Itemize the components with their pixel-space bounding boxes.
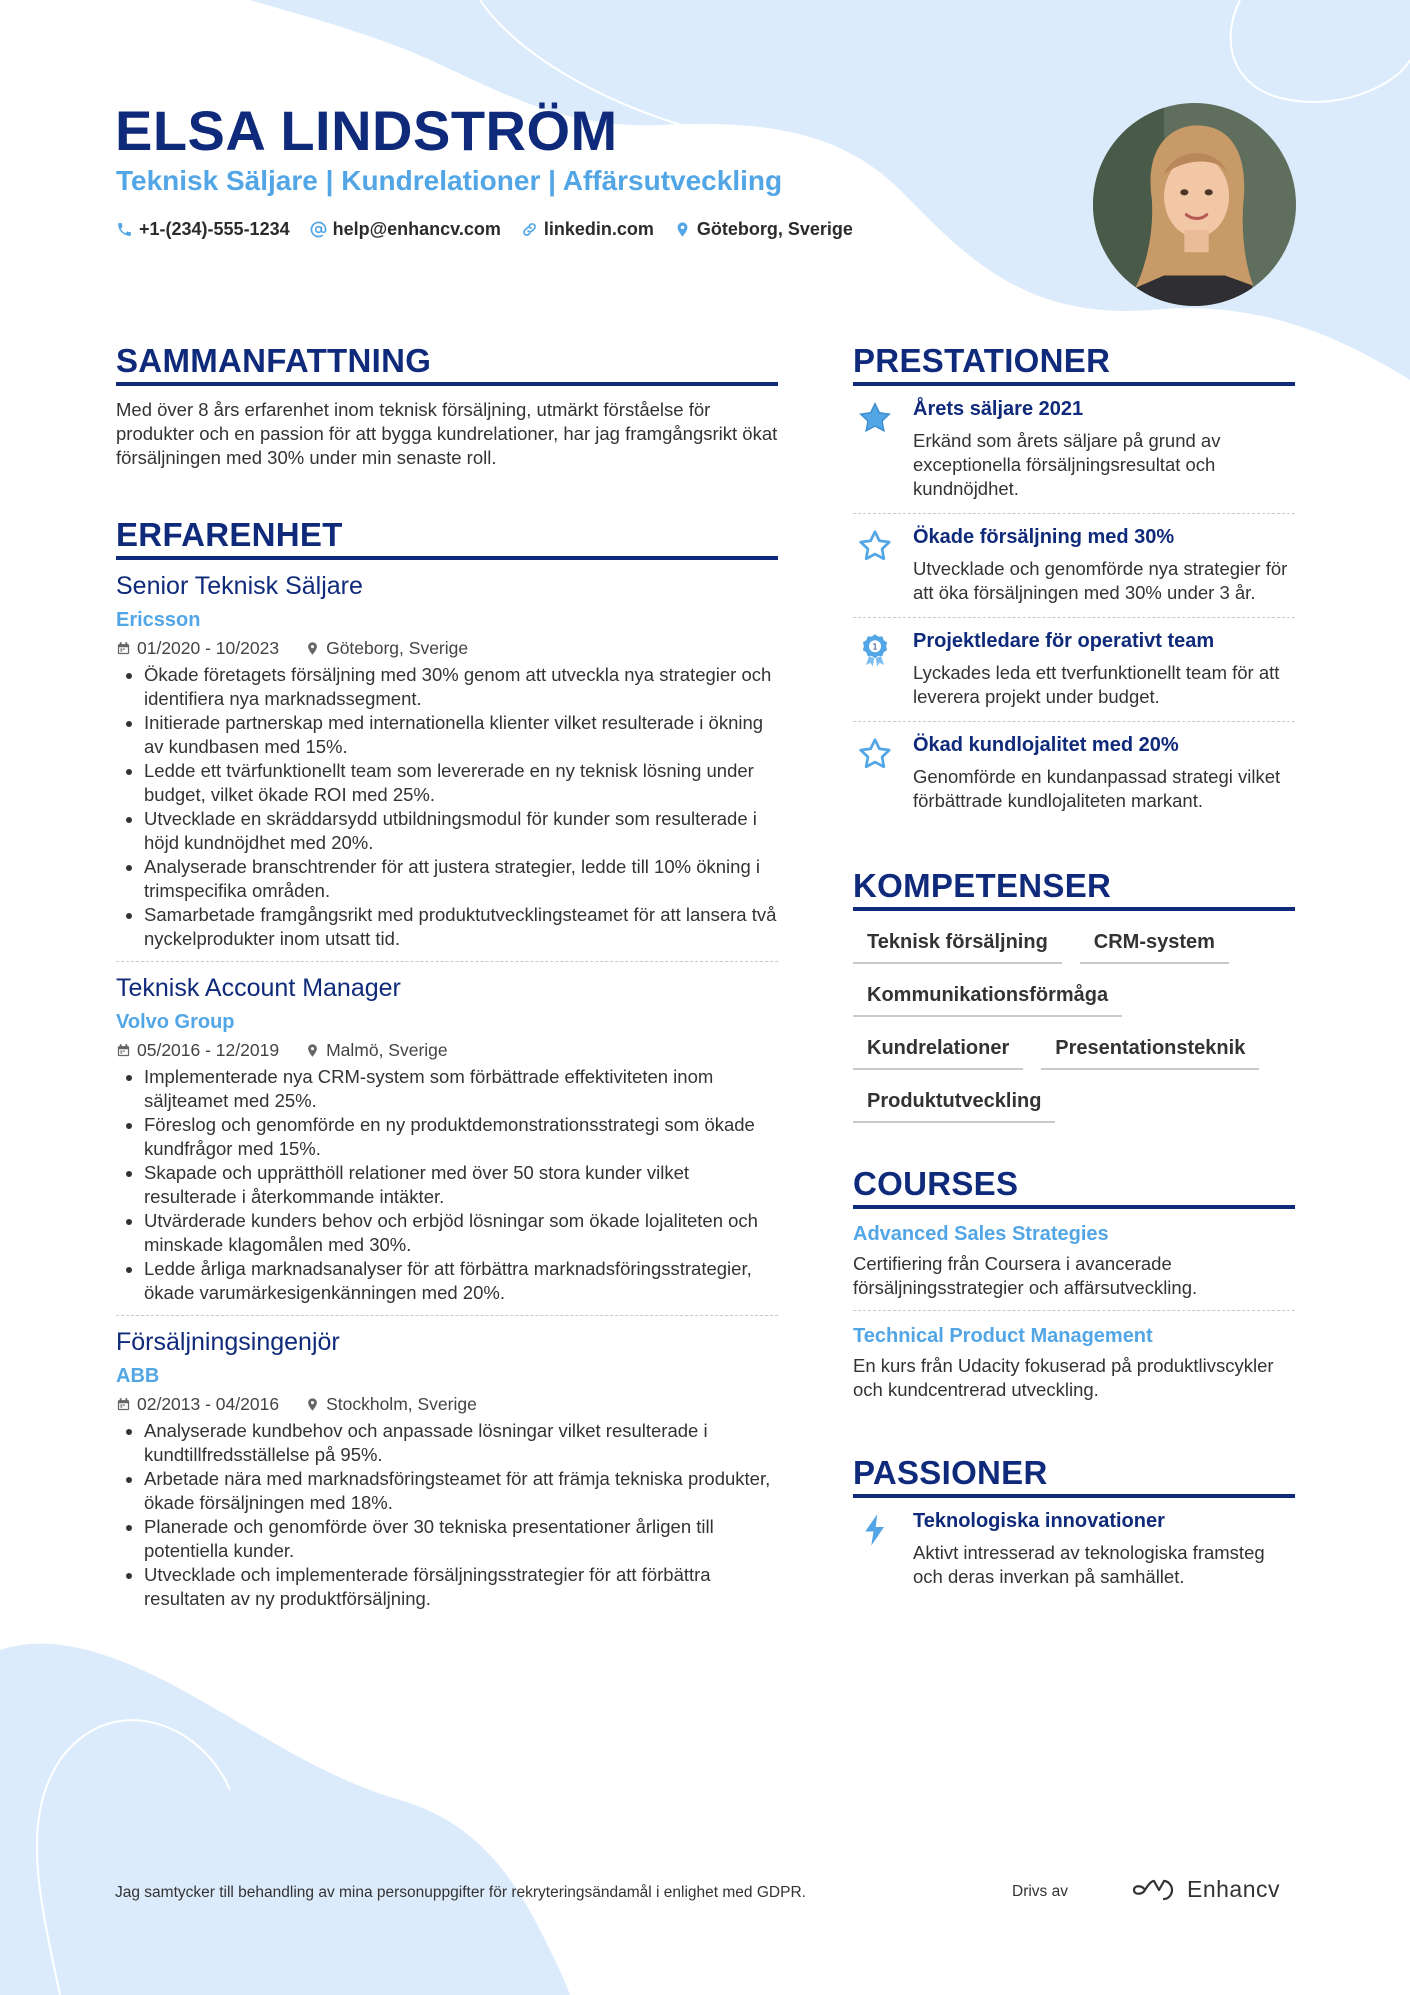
passion-desc: Aktivt intresserad av teknologiska framsteg och deras inverkan på samhället. [913,1542,1265,1587]
job-bullets [116,1419,778,1611]
course-title: Advanced Sales Strategies [853,1223,1109,1245]
job-dates [116,638,279,659]
job-bullet: • Utvecklade en skräddarsydd utbildningsmodul för kunder som resulterade i höjd kundnöjdhet med 20%. [144,807,778,855]
achievement-item [853,514,1295,618]
left-column [116,342,778,1621]
course-item [853,1209,1295,1311]
skill-tag: Kommunikationsförmåga [853,980,1122,1017]
location-pin-icon [305,1397,320,1412]
job-company: Ericsson [116,609,201,631]
job-location [305,638,468,659]
job-bullet: • Utvärderade kunders behov och erbjöd lösningar som ökade lojaliteten och minskade klagomålen med 30%. [144,1209,778,1257]
job-bullets [116,663,778,951]
job-bullet: • Analyserade kundbehov och anpassade lösningar vilket resulterade i kundtillfredsställelse på 95%. [144,1419,778,1467]
profile-photo [1093,103,1296,306]
contact-phone[interactable] [116,219,290,240]
contact-location [674,219,853,240]
job-bullet: • Arbetade nära med marknadsföringsteamet för att främja tekniska produkter, ökade försäljningen med 18%. [144,1467,778,1515]
job-location [305,1040,448,1061]
achievement-title: Årets säljare 2021 [913,398,1084,420]
achievement-item [853,386,1295,514]
job-location-text: Malmö, Sverige [326,1040,448,1060]
award-badge-icon [857,632,893,668]
passions-heading: PASSIONER [853,1454,1295,1498]
job-bullet: • Samarbetade framgångsrikt med produktutvecklingsteamet för att lansera två nyckelprodukter inom utsatt tid. [144,903,778,951]
course-item [853,1311,1295,1412]
job-bullet: • Ökade företagets försäljning med 30% genom att utveckla nya strategier och identifiera nya marknadssegment. [144,663,778,711]
contact-linkedin-text: linkedin.com [543,219,654,239]
summary-heading: SAMMANFATTNING [116,342,778,386]
lightning-icon [857,1512,893,1548]
achievement-title: Ökad kundlojalitet med 20% [913,734,1179,756]
link-icon [521,221,538,238]
job-bullet: • Initierade partnerskap med internationella klienter vilket resulterade i ökning av kundbasen med 15%. [144,711,778,759]
summary-text: Med över 8 års erfarenhet inom teknisk försäljning, utmärkt förståelse för produkter och en passion för att bygga kundrelationer, har jag framgångsrikt ökat försäljningen med 30% under min senaste roll. [116,399,778,468]
job-title: Senior Teknisk Säljare [116,572,363,600]
skill-tag: Kundrelationer [853,1033,1023,1070]
experience-heading: ERFARENHET [116,516,778,560]
skill-tag: Teknisk försäljning [853,927,1062,964]
courses-section [853,1165,1295,1412]
achievement-desc: Erkänd som årets säljare på grund av exceptionella försäljningsresultat och kundnöjdhet. [913,430,1221,499]
job-location-text: Göteborg, Sverige [326,638,469,658]
candidate-tagline: Teknisk Säljare | Kundrelationer | Affärsutveckling [116,165,783,196]
summary-section [116,342,778,470]
contact-row [116,219,853,240]
star-outline-icon [857,736,893,772]
achievement-item [853,618,1295,722]
experience-section [116,516,778,1621]
achievements-heading: PRESTATIONER [853,342,1295,386]
achievement-desc: Genomförde en kundanpassad strategi vilket förbättrade kundlojaliteten markant. [913,766,1281,811]
course-desc: Certifiering från Coursera i avancerade försäljningsstrategier och affärsutveckling. [853,1253,1198,1298]
phone-icon [116,221,133,238]
job-bullet: • Analyserade branschtrender för att justera strategier, ledde till 10% ökning i trimspecifika områden. [144,855,778,903]
calendar-icon [116,1043,131,1058]
job-title: Försäljningsingenjör [116,1328,340,1356]
job-location [305,1394,477,1415]
passion-title: Teknologiska innovationer [913,1510,1165,1532]
job-dates [116,1394,279,1415]
star-outline-icon [857,528,893,564]
job-location-text: Stockholm, Sverige [326,1394,477,1414]
skill-tag: Produktutveckling [853,1086,1055,1123]
skills-heading: KOMPETENSER [853,867,1295,911]
profile-photo-illustration [1093,103,1296,306]
svg-text:1: 1 [872,641,878,652]
job-bullet: • Utvecklade och implementerade försäljningsstrategier för att förbättra resultaten av ny produktförsäljning. [144,1563,778,1611]
job-entry [116,1315,778,1621]
job-bullet: • Skapade och upprätthöll relationer med över 50 stora kunder vilket resulterade i återkommande intäkter. [144,1161,778,1209]
contact-email[interactable] [310,219,501,240]
contact-location-text: Göteborg, Sverige [696,219,853,239]
job-dates-text: 05/2016 - 12/2019 [137,1040,280,1060]
enhancv-brand[interactable] [1131,1876,1280,1903]
job-bullets [116,1065,778,1305]
job-bullet: • Ledde årliga marknadsanalyser för att förbättra marknadsföringsstrategier, ökade varumärkesigenkänningen med 20%. [144,1257,778,1305]
courses-heading: COURSES [853,1165,1295,1209]
job-bullet: • Planerade och genomförde över 30 tekniska presentationer årligen till potentiella kunder. [144,1515,778,1563]
job-dates [116,1040,279,1061]
job-bullet: • Föreslog och genomförde en ny produktdemonstrationsstrategi som ökade kundfrågor med 15%. [144,1113,778,1161]
skill-tag: CRM-system [1080,927,1229,964]
job-entry [116,572,778,961]
candidate-name: ELSA LINDSTRÖM [115,99,618,162]
passions-section [853,1454,1295,1601]
enhancv-brand-name: Enhancv [1187,1876,1281,1902]
job-meta [116,1040,778,1061]
achievement-desc: Utvecklade och genomförde nya strategier för att öka försäljningen med 30% under 3 år. [913,558,1288,603]
course-desc: En kurs från Udacity fokuserad på produktlivscykler och kundcentrerad utveckling. [853,1355,1274,1400]
job-dates-text: 01/2020 - 10/2023 [137,638,280,658]
achievement-desc: Lyckades leda ett tverfunktionellt team för att leverera projekt under budget. [913,662,1280,707]
job-meta [116,638,778,659]
course-title: Technical Product Management [853,1325,1153,1347]
job-company: ABB [116,1365,160,1387]
skills-section [853,867,1295,1123]
calendar-icon [116,1397,131,1412]
job-dates-text: 02/2013 - 04/2016 [137,1394,280,1414]
job-bullet: • Implementerade nya CRM-system som förbättrade effektiviteten inom säljteamet med 25%. [144,1065,778,1113]
contact-linkedin[interactable] [521,219,654,240]
passion-item [853,1498,1295,1601]
job-title: Teknisk Account Manager [116,974,401,1002]
contact-email-text: help@enhancv.com [332,219,501,239]
powered-by-label: Drivs av [1012,1883,1068,1900]
skills-list [853,927,1295,1123]
at-sign-icon [310,221,327,238]
achievement-title: Projektledare för operativt team [913,630,1215,652]
location-pin-icon [305,1043,320,1058]
achievement-item [853,722,1295,825]
job-meta [116,1394,778,1415]
job-company: Volvo Group [116,1011,235,1033]
gdpr-consent: Jag samtycker till behandling av mina personuppgifter för rekryteringsändamål i enlighet med GDPR. [115,1884,806,1901]
location-pin-icon [305,641,320,656]
job-bullet: • Ledde ett tvärfunktionellt team som levererade en ny teknisk lösning under budget, vilket ökade ROI med 25%. [144,759,778,807]
star-filled-icon [857,400,893,436]
job-entry [116,961,778,1315]
skill-tag: Presentationsteknik [1041,1033,1259,1070]
achievements-section [853,342,1295,825]
contact-phone-text: +1-(234)-555-1234 [139,219,290,239]
calendar-icon [116,641,131,656]
location-pin-icon [674,221,691,238]
right-column [853,342,1295,1601]
achievement-title: Ökade försäljning med 30% [913,526,1175,548]
enhancv-logo-icon [1131,1877,1177,1903]
